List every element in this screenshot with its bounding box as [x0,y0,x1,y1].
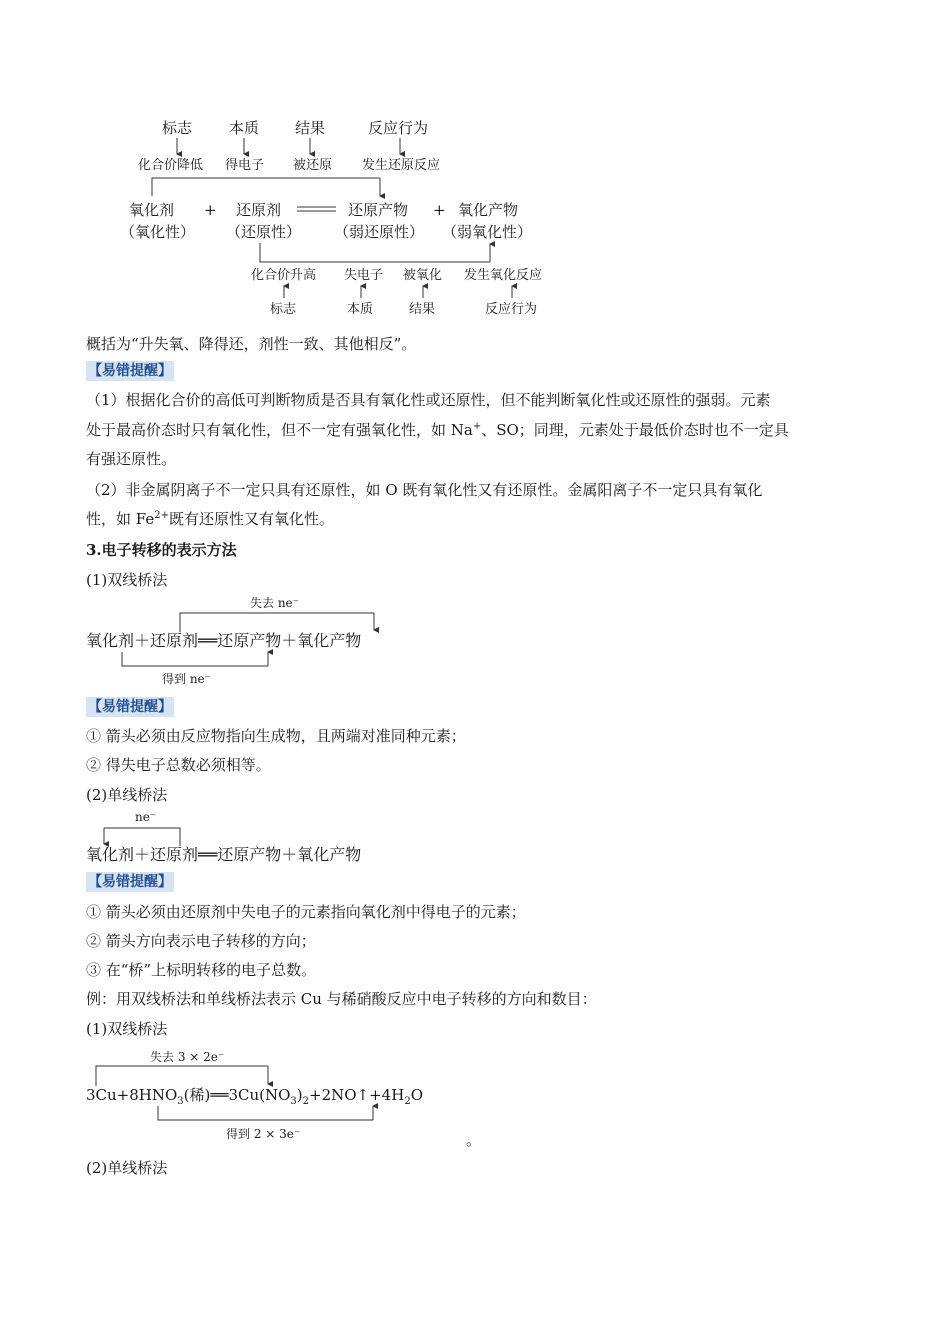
eq-part-c: ) [296,1086,303,1104]
tip1-p1-line3: 有强还原性。 [86,450,177,468]
tip1-p2-line2-b: 既有还原性又有氧化性。 [168,510,334,528]
example-single-title: (2)单线桥法 [86,1159,168,1177]
top-sub-gain-electron: 得电子 [225,158,265,173]
species-plus-1: + [204,201,217,219]
summary-text: 概括为“升失氧、降得还，剂性一致、其他相反”。 [86,335,417,353]
tip-label-3: 【易错提醒】 [88,874,172,890]
top-label-result: 结果 [295,119,326,137]
tip1-p1-line2-a: 处于最高价态时只有氧化性，但不一定有强氧化性，如 Na [86,421,473,439]
double-bridge-title: (1)双线桥法 [86,571,168,589]
example-top-label: 失去 3 × 2e⁻ [150,1050,225,1064]
species-reduction-product: 还原产物 [348,201,409,219]
eq-part-b: (稀)══3Cu(NO [183,1086,291,1104]
eq-sub-2: 3 [290,1096,297,1107]
section3-title: 3.电子转移的表示方法 [86,541,237,559]
tip3-item1: ① 箭头必须由还原剂中失电子的元素指向氧化剂中得电子的元素； [86,903,526,921]
bottom-label-behavior: 反应行为 [485,302,538,317]
tip1-p1-line1: （1）根据化合价的高低可判断物质是否具有氧化性或还原性，但不能判断氧化性或还原性的强弱。元素 [86,391,771,409]
tip2-item1: ① 箭头必须由反应物指向生成物，且两端对准同种元素； [86,727,466,745]
top-label-mark: 标志 [162,119,193,137]
species-oxidation-product: 氧化产物 [458,201,519,219]
tip-label-2: 【易错提醒】 [88,699,172,715]
tip1-p1-line2-sup: + [472,421,482,432]
tip-label-1: 【易错提醒】 [88,363,172,379]
double-bridge-top-label: 失去 ne⁻ [250,596,299,610]
top-label-essence: 本质 [229,119,260,137]
eq-sub-4: 2 [404,1096,411,1107]
bottom-sub-valence-up: 化合价升高 [251,268,317,283]
tip2-item2: ② 得失电子总数必须相等。 [86,756,271,774]
top-sub-reduction-reaction: 发生还原反应 [362,158,441,173]
example-end-mark: 。 [466,1131,482,1149]
example-double-title: (1)双线桥法 [86,1020,168,1038]
bottom-sub-oxidized: 被氧化 [403,268,443,283]
eq-part-a: 3Cu+8HNO [86,1086,178,1104]
prop-weak-oxidizing: （弱氧化性） [442,223,533,241]
species-oxidant: 氧化剂 [129,201,175,219]
tip1-p2-line2-a: 性，如 Fe [86,510,155,528]
single-bridge-equation: 氧化剂＋还原剂══还原产物＋氧化产物 [86,845,362,864]
tip1-p2-line1: （2）非金属阴离子不一定只具有还原性，如 O 既有氧化性又有还原性。金属阳离子不一定只具有氧化 [86,481,763,499]
bottom-label-mark: 标志 [270,302,297,317]
prop-reducing: （还原性） [226,223,302,241]
eq-sub-3: 2 [302,1096,310,1107]
bottom-label-result: 结果 [409,302,436,317]
top-sub-valence-down: 化合价降低 [138,158,204,173]
double-bridge-bottom-label: 得到 ne⁻ [162,672,211,686]
bottom-label-essence: 本质 [347,302,374,317]
tip3-item2: ② 箭头方向表示电子转移的方向； [86,932,316,950]
double-bridge-equation: 氧化剂＋还原剂══还原产物＋氧化产物 [86,631,362,650]
example-intro: 例：用双线桥法和单线桥法表示 Cu 与稀硝酸反应中电子转移的方向和数目： [86,990,597,1008]
eq-sub-1: 3 [177,1096,184,1107]
eq-part-d: +2NO↑+4H [309,1086,405,1104]
single-bridge-title: (2)单线桥法 [86,786,168,804]
bottom-sub-oxidation-reaction: 发生氧化反应 [464,268,543,283]
prop-oxidizing: （氧化性） [120,223,196,241]
species-plus-2: + [433,201,446,219]
single-bridge-top-label: ne⁻ [135,810,157,824]
eq-part-e: O [410,1086,423,1104]
tip1-p1-line2-b: 、SO；同理，元素处于最低价态时也不一定具 [481,421,789,439]
example-bottom-label: 得到 2 × 3e⁻ [226,1127,301,1141]
species-reductant: 还原剂 [236,201,282,219]
bottom-sub-lose-electron: 失电子 [344,268,384,283]
top-sub-reduced: 被还原 [293,158,333,173]
prop-weak-reducing: （弱还原性） [334,223,425,241]
tip3-item3: ③ 在“桥”上标明转移的电子总数。 [86,961,317,979]
tip1-p2-line2-sup: 2+ [154,510,169,521]
top-label-behavior: 反应行为 [368,119,429,137]
